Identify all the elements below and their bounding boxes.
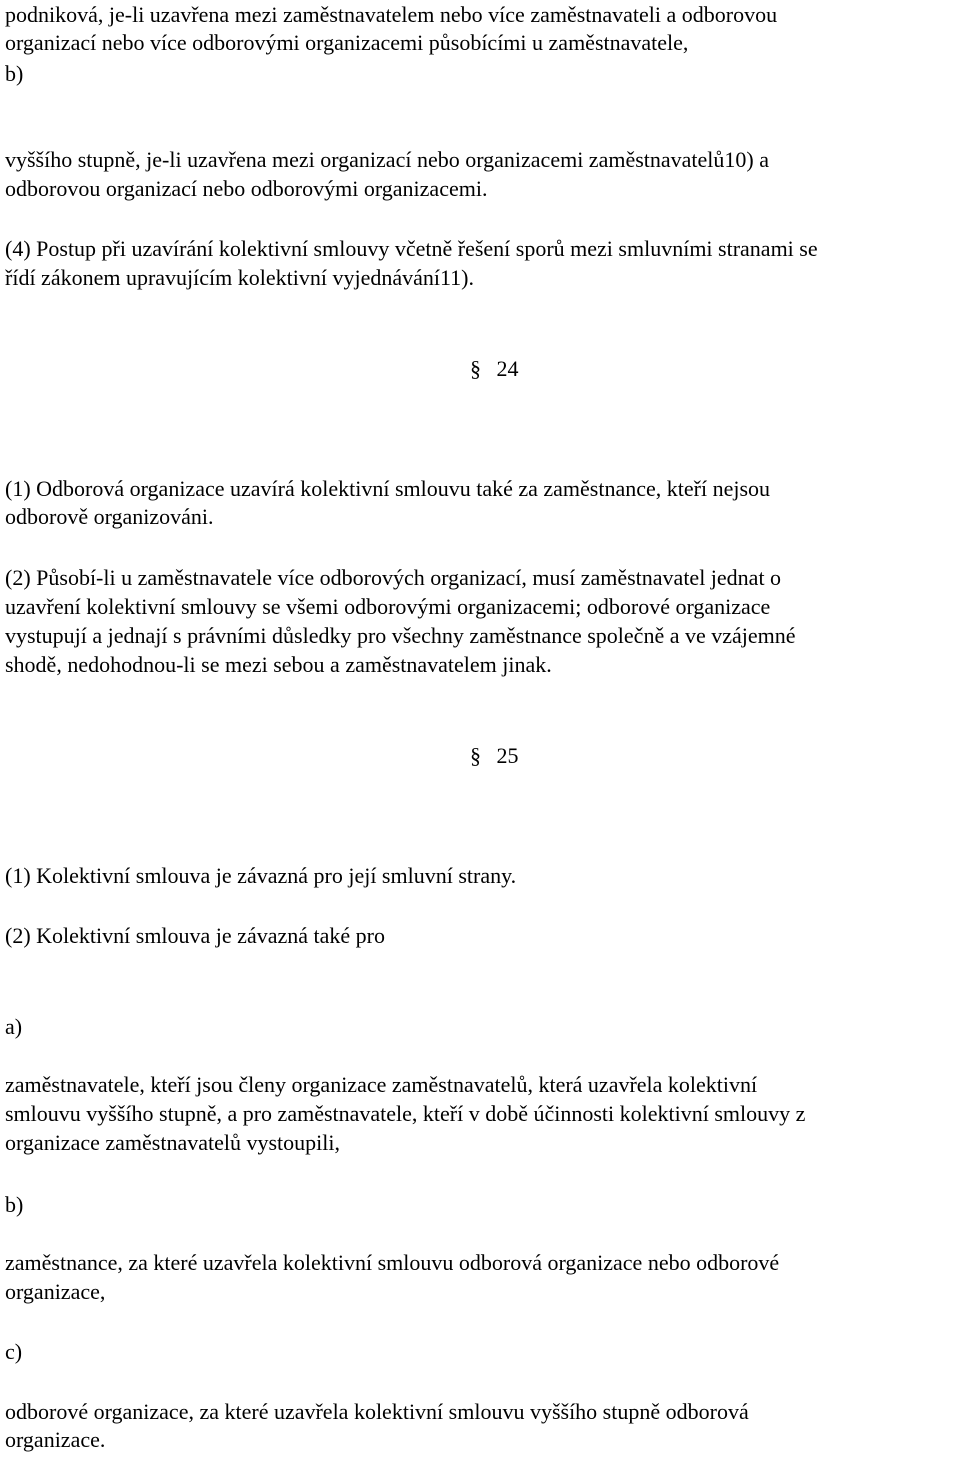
text-line: odborovou organizací nebo odborovými organizacemi.	[5, 176, 488, 201]
text-line: zaměstnance, za které uzavřela kolektivní smlouvu odborová organizace nebo odborové	[5, 1250, 780, 1275]
text-line: vystupují a jednají s právními důsledky pro všechny zaměstnance společně a ve vzájemné	[5, 623, 796, 648]
text-line: uzavření kolektivní smlouvy se všemi odborovými organizacemi; odborové organizace	[5, 594, 771, 619]
section-heading-25	[470, 741, 519, 771]
section-25-paragraph-1: (1) Kolektivní smlouva je závazná pro její smluvní strany.	[5, 863, 517, 888]
text-line: odborové organizace, za které uzavřela kolektivní smlouvu vyššího stupně odborová	[5, 1399, 749, 1424]
section-sign: §	[470, 356, 481, 381]
text-line: odborově organizováni.	[5, 504, 214, 529]
section-heading-24	[470, 354, 519, 384]
text-line: zaměstnavatele, kteří jsou členy organizace zaměstnavatelů, která uzavřela kolektivní	[5, 1072, 758, 1097]
text-line: organizace.	[5, 1427, 106, 1452]
text-line: podniková, je-li uzavřena mezi zaměstnavatelem nebo více zaměstnavateli a odborovou	[5, 2, 778, 27]
text-line: shodě, nedohodnou-li se mezi sebou a zaměstnavatelem jinak.	[5, 652, 552, 677]
section-sign: §	[470, 743, 481, 768]
text-line: organizace zaměstnavatelů vystoupili,	[5, 1130, 340, 1155]
text-line: (2) Působí-li u zaměstnavatele více odborových organizací, musí zaměstnavatel jednat o	[5, 565, 782, 590]
list-label-a: a)	[5, 1014, 23, 1039]
list-label-b: b)	[5, 1192, 24, 1217]
list-label-c: c)	[5, 1339, 23, 1364]
text-line: řídí zákonem upravujícím kolektivní vyjednávání11).	[5, 265, 475, 290]
section-number: 25	[496, 743, 519, 768]
text-line: (4) Postup při uzavírání kolektivní smlouvy včetně řešení sporů mezi smluvními stranami se	[5, 236, 818, 261]
text-line: vyššího stupně, je-li uzavřena mezi organizací nebo organizacemi zaměstnavatelů10) a	[5, 147, 769, 172]
text-line: organizací nebo více odborovými organizacemi působícími u zaměstnavatele,	[5, 30, 689, 55]
section-25-paragraph-2: (2) Kolektivní smlouva je závazná také pro	[5, 923, 385, 948]
text-line: organizace,	[5, 1279, 106, 1304]
text-line: smlouvu vyššího stupně, a pro zaměstnavatele, kteří v době účinnosti kolektivní smlouvy z	[5, 1101, 806, 1126]
list-label-b: b)	[5, 61, 24, 86]
section-number: 24	[496, 356, 519, 381]
text-line: (1) Odborová organizace uzavírá kolektivní smlouvu také za zaměstnance, kteří nejsou	[5, 476, 771, 501]
